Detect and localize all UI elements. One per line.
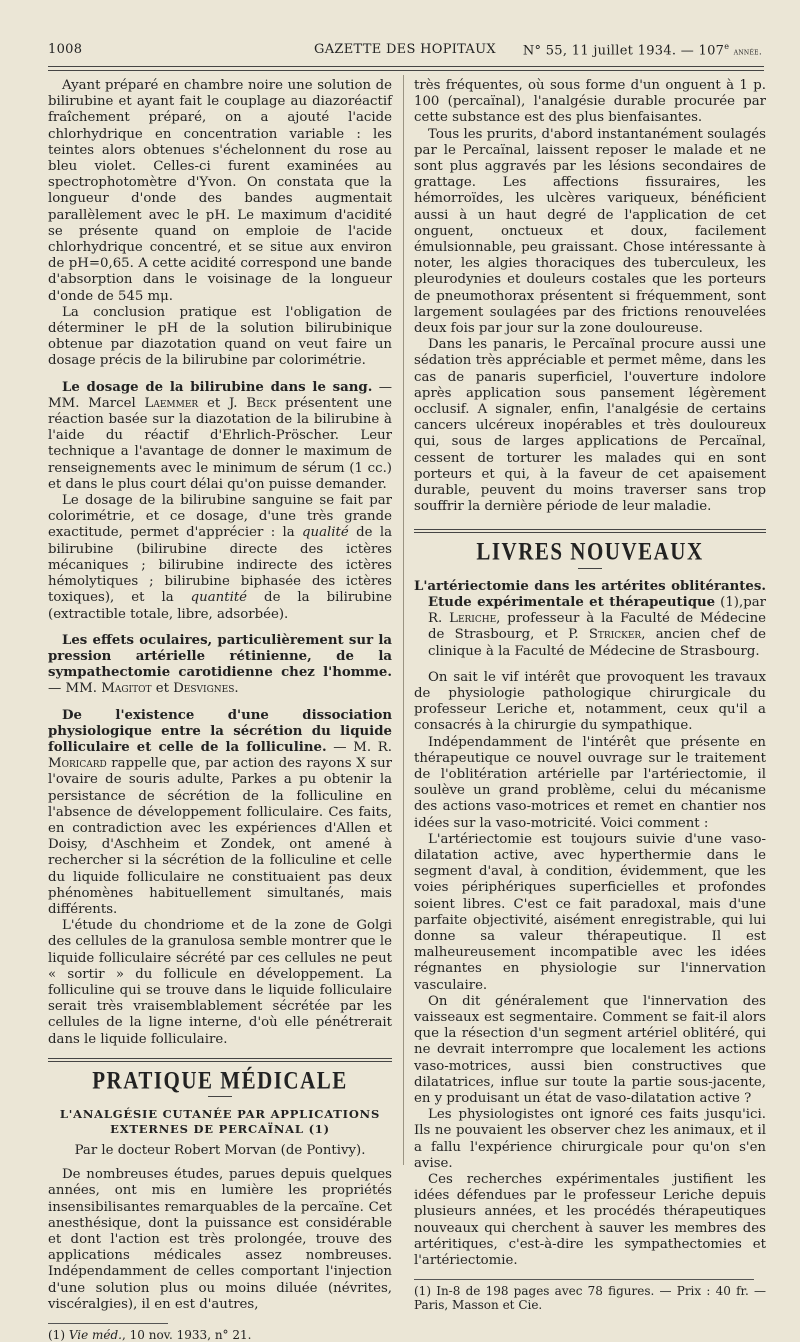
text-run: . — [234, 681, 239, 697]
footnote-journal: Vie méd. — [68, 1328, 122, 1342]
issue-number-date: N° 55, 11 juillet 1934. — 107 — [522, 43, 725, 59]
text-run: , professeur à la Faculté de Médecine de Strasbourg, et P. — [428, 611, 766, 643]
paragraph: Ces recherches expérimentales justifient les idées défendues par le professeur Leriche depuis plusieurs années, et les procédés thérapeutiques nouveaux qui cherchent à sauver les membres des artéritiques, c'est-à-dire les sympathectomies et l'artériectomie. — [414, 1172, 766, 1269]
communication-moricard — [48, 708, 392, 919]
issue-info — [523, 42, 762, 58]
communication-heading: De l'existence d'une dissociation physiologique entre la sécrétion du liquide folliculaire et celle de la folliculine. — [48, 707, 392, 755]
paragraph: Les physiologistes ont ignoré ces faits jusqu'ici. Ils ne pouvaient les observer chez les animaux, et il a fallu l'expérience chirurgicale pour qu'on s'en avise. — [414, 1107, 766, 1171]
author-name: Leriche — [449, 611, 497, 627]
footnote-rule — [414, 1279, 754, 1280]
text-run: (1) — [48, 1328, 69, 1342]
paragraph: très fréquentes, où sous forme d'un onguent à 1 p. 100 (percaïnal), l'analgésie durable procurée par cette substance est des plus bienfaisantes. — [414, 78, 766, 126]
emphasis: quantité — [190, 590, 248, 606]
author-name: Stricker — [588, 627, 642, 643]
communication-heading: Le dosage de la bilirubine dans le sang. — [62, 379, 373, 395]
paragraph: Indépendamment de l'intérêt que présente en thérapeutique ce nouvel ouvrage sur le traitement de l'oblitération artérielle par l'artériectomie, il soulève un grand problème, celui du mécanisme des actions vaso-motrices et remet en chantier nos idées sur la vaso-motricité. Voici comment : — [414, 734, 766, 831]
communication-laemmer-beck — [48, 380, 392, 493]
left-column — [48, 78, 392, 1342]
text-run: Le dosage de la bilirubine sanguine se fait par colorimétrie, et ce dosage, d'une très grande exactitude, permet d'apprécier : la — [48, 493, 392, 541]
text-run: — MM. Marcel — [48, 379, 392, 411]
text-run: — M. R. — [326, 739, 392, 755]
footnote: (1) In-8 de 198 pages avec 78 figures. — Prix : 40 fr. — Paris, Masson et Cie. — [414, 1284, 766, 1313]
paragraph: On dit généralement que l'innervation des vaisseaux est segmentaire. Comment se fait-il alors que la résection d'un segment artériel oblitéré, qui ne devrait interrompre que localement les actions vaso-motrices, aussi bien constructives que dilatatrices, influe sur toute la partie sous-jacente, en y produisant un état de vaso-dilatation active ? — [414, 993, 766, 1106]
book-reference — [414, 579, 766, 660]
header-rule — [48, 66, 764, 71]
article-byline: Par le docteur Robert Morvan (de Pontivy). — [74, 1142, 366, 1158]
section-rule — [414, 529, 766, 533]
communication-heading: Les effets oculaires, particulièrement sur la pression artérielle rétinienne, de la sympathectomie carotidienne chez l'homme. — [48, 632, 392, 681]
text-run: présentent une réaction basée sur la diazotation de la bilirubine à l'aide du réactif d'Ehrlich-Pröscher. Leur technique a l'avantage de donner le maximum de renseignements avec le minimum de sérum (1 cc.) et dans le plus court délai qu'on puisse demander. — [48, 395, 392, 492]
author-name: Desvignes — [173, 681, 235, 697]
text-run: (1),par R. — [428, 594, 766, 627]
text-run: et J. — [198, 395, 247, 411]
text-run: et — [151, 681, 174, 697]
article-title: L'ANALGÉSIE CUTANÉE PAR APPLICATIONS EXTERNES DE PERCAÏNAL (1) — [59, 1106, 381, 1136]
paragraph: Tous les prurits, d'abord instantanément soulagés par le Percaïnal, laissent reposer le malade et ne sont plus aggravés par les lésions secondaires de grattage. Les affections fissuraires, les hémorroïdes, les ulcères variqueux, bénéficient aussi à un haut degré de l'application de cet onguent, onctueux et doux, facilement émulsionnable, peu graissant. Chose intéressante à noter, les algies thoraciques des tuberculeux, les pleurodynies et douleurs costales que les porteurs de pneumothorax présentent si fréquemment, sont largement soulagées par des frictions renouvelées deux fois par jour sur la zone douloureuse. — [414, 126, 766, 337]
section-title: LIVRES NOUVEAUX — [476, 537, 704, 566]
text-run: de la bilirubine (extractible totale, libre, adsorbée). — [48, 590, 392, 622]
section-title: PRATIQUE MÉDICALE — [92, 1065, 348, 1095]
author-name: Magitot — [101, 681, 152, 697]
text-run: , ancien chef de clinique à la Faculté de Médecine de Strasbourg. — [428, 627, 766, 659]
paragraph: L'étude du chondriome et de la zone de Golgi des cellules de la granulosa semble montrer que le liquide folliculaire sécrété par ces cellules ne peut « sortir » du follicule en développement. La folliculine qui se trouve dans le liquide folliculaire serait très vraisemblablement sécrétée par les cellules de la ligne interne, d'où elle pénétrerait dans le liquide folliculaire. — [48, 918, 392, 1047]
communication-magitot — [48, 633, 392, 698]
text-run: de la bilirubine (bilirubine directe des ictères mécaniques ; bilirubine indirecte des ictères hémolytiques ; bilirubine biphasée des ictères toxiques), et la — [48, 525, 392, 606]
paragraph — [48, 493, 392, 623]
page-number: 1008 — [48, 42, 83, 57]
issue-ordinal-sup: e — [724, 42, 730, 51]
paragraph: L'artériectomie est toujours suivie d'une vaso-dilatation active, avec hyperthermie dans le segment d'aval, à condition, évidemment, que les voies périphériques superficielles et profondes soient libres. C'est ce fait paradoxal, mais d'une parfaite objectivité, aisément enregistrable, qui lui donne sa valeur thérapeutique. Il est malheureusement incompatible avec les idées régnantes en physiologie sur l'innervation vasculaire. — [414, 831, 766, 993]
emphasis: qualité — [302, 525, 349, 541]
issue-year-word: année. — [733, 47, 762, 58]
journal-title: GAZETTE DES HOPITAUX — [314, 42, 496, 57]
page-header — [48, 42, 762, 62]
section-rule — [48, 1058, 392, 1062]
paragraph: De nombreuses études, parues depuis quelques années, ont mis en lumière les propriétés insensibilisantes remarquables de la percaïne. Cet anesthésique, dont la puissance est considérable et dont l'action est très prolongée, trouve des applications médicales assez nombreuses. Indépendamment de celles comportant l'injection d'une solution plus ou moins diluée (névrites, viscéralgies), il en est d'autres, — [48, 1167, 392, 1312]
text-run: — MM. — [48, 681, 102, 697]
right-column — [414, 78, 766, 1312]
footnote — [48, 1328, 392, 1342]
author-name: Laemmer — [144, 395, 199, 411]
paragraph: Dans les panaris, le Percaïnal procure aussi une sédation très appréciable et permet même, dans les cas de panaris superficiel, l'ouverture indolore après application sous pansement légèrement occlusif. A signaler, enfin, l'analgésie de certains cancers ulcéreux inopérables et très douloureux qui, sous de larges applications de Percaïnal, cessent de torturer les malades qui en sont porteurs et qui, à la faveur de cet apaisement durable, peuvent du moins traverser sans trop souffrir la dernière période de leur maladie. — [414, 337, 766, 515]
footnote-rule — [48, 1323, 168, 1324]
short-rule — [208, 1096, 232, 1097]
text-run: rappelle que, par action des rayons X sur l'ovaire de souris adulte, Parkes a pu obtenir la persistance de sécrétion de la folliculine en l'absence de développement folliculaire. Ces faits, en contradiction avec les expériences d'Allen et Doisy, d'Aschheim et Zondek, ont amené à rechercher si la sécrétion de la folliculine et celle du liquide folliculaire ne constituaient pas deux phénomènes habituellement simultanés, mais différents. — [48, 756, 392, 917]
column-divider — [403, 75, 404, 1165]
book-review — [414, 579, 766, 1270]
paragraph: On sait le vif intérêt que provoquent les travaux de physiologie pathologique chirurgicale du professeur Leriche et, notamment, ceux qu'il a consacrés à la chirurgie du sympathique. — [414, 669, 766, 734]
short-rule — [578, 568, 602, 569]
book-title: L'artériectomie dans les artérites oblitérantes. Etude expérimentale et thérapeutique — [414, 578, 766, 610]
author-name: Beck — [246, 395, 277, 411]
text-run: , 10 nov. 1933, n° 21. — [122, 1328, 252, 1342]
paragraph: Ayant préparé en chambre noire une solution de bilirubine et ayant fait le couplage au diazoréactif fraîchement préparé, on a ajouté l'acide chlorhydrique en concentration variable : les teintes alors obtenues s'échelonnent du rose au bleu violet. Celles-ci furent examinées au spectrophotomètre d'Yvon. On constata que la longueur d'onde des bandes augmentait parallèlement avec le pH. Le maximum d'acidité se présente quand on emploie de l'acide chlorhydrique concentré, et se situe aux environ de pH=0,65. A cette acidité correspond une bande d'absorption dans le voisinage de la longueur d'onde de 545 mμ. — [48, 78, 392, 304]
author-name: Moricard — [48, 756, 107, 772]
paragraph: La conclusion pratique est l'obligation de déterminer le pH de la solution bilirubinique obtenue par diazotation quand on veut faire un dosage précis de la bilirubine par colorimétrie. — [48, 304, 392, 369]
